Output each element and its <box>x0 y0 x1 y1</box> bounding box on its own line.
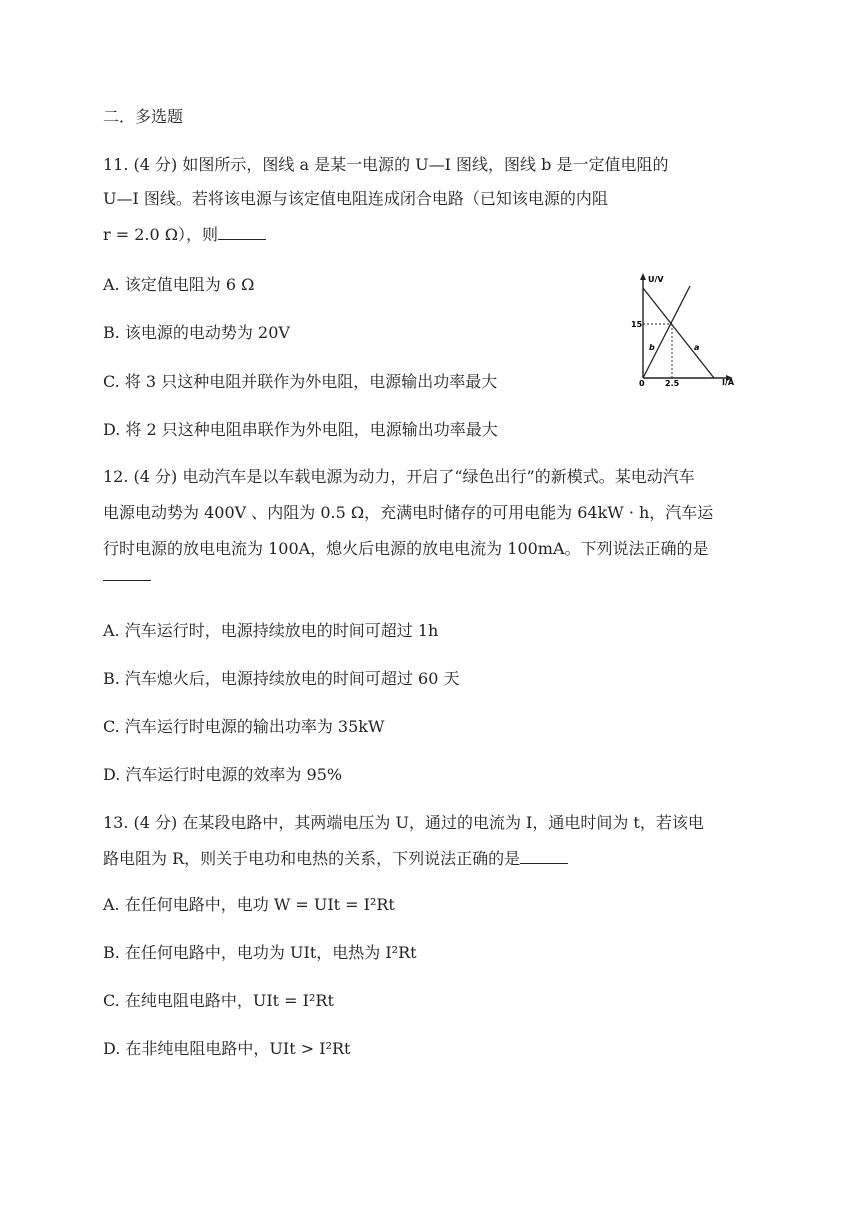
y-axis-label: U/V <box>648 275 664 284</box>
line-a-label: a <box>694 343 700 352</box>
y-axis-arrow-icon <box>640 273 646 280</box>
q11-stem-line-1: 11. (4 分) 如图所示，图线 a 是某一电源的 U—I 图线，图线 b 是一定值电阻的 <box>103 155 669 174</box>
answer-blank <box>103 566 151 585</box>
q13-option-b: B. 在任何电路中，电功为 UIt，电热为 I²Rt <box>103 943 417 962</box>
q11-stem-line-2: U—I 图线。若将该电源与该定值电阻连成闭合电路（已知该电源的内阻 <box>103 189 608 208</box>
q13-option-a: A. 在任何电路中，电功 W = UIt = I²Rt <box>103 895 395 914</box>
q12-stem-line-1: 12. (4 分) 电动汽车是以车载电源为动力，开启了“绿色出行”的新模式。某电动汽车 <box>103 467 695 486</box>
q12-option-b: B. 汽车熄火后，电源持续放电的时间可超过 60 天 <box>103 669 460 688</box>
q11-option-c: C. 将 3 只这种电阻并联作为外电阻，电源输出功率最大 <box>103 372 498 391</box>
line-b-label: b <box>649 343 655 352</box>
x-tick-label: 2.5 <box>665 379 680 388</box>
q11-option-d: D. 将 2 只这种电阻串联作为外电阻，电源输出功率最大 <box>103 420 498 439</box>
q12-option-c: C. 汽车运行时电源的输出功率为 35kW <box>103 717 385 736</box>
section-heading: 二．多选题 <box>103 107 184 126</box>
q11-stem-text: r = 2.0 Ω），则 <box>103 225 219 244</box>
q13-stem-text: 路电阻为 R，则关于电功和电热的关系，下列说法正确的是 <box>103 849 521 868</box>
y-tick-label: 15 <box>631 320 643 329</box>
q11-option-a: A. 该定值电阻为 6 Ω <box>103 275 255 294</box>
q11-option-b: B. 该电源的电动势为 20V <box>103 323 290 342</box>
x-axis-label: I/A <box>722 378 735 387</box>
q13-option-d: D. 在非纯电阻电路中，UIt > I²Rt <box>103 1039 351 1058</box>
answer-blank <box>218 225 266 240</box>
q12-stem-line-3: 行时电源的放电电流为 100A，熄火后电源的放电电流为 100mA。下列说法正确的是 <box>103 539 709 558</box>
q12-option-d: D. 汽车运行时电源的效率为 95% <box>103 765 343 784</box>
line-b <box>643 286 690 378</box>
q11-stem-line-3 <box>103 222 266 245</box>
q12-stem-line-2: 电源电动势为 400V 、内阻为 0.5 Ω，充满电时储存的可用电能为 64kW · h，汽车运 <box>103 503 714 522</box>
q13-stem-line-2 <box>103 846 568 869</box>
origin-label: 0 <box>639 379 645 388</box>
q13-stem-line-1: 13. (4 分) 在某段电路中，其两端电压为 U，通过的电流为 I，通电时间为 t，若该电 <box>103 813 704 832</box>
q12-option-a: A. 汽车运行时，电源持续放电的时间可超过 1h <box>103 621 439 640</box>
answer-blank <box>520 849 568 864</box>
q13-option-c: C. 在纯电阻电路中，UIt = I²Rt <box>103 991 334 1010</box>
ui-graph-figure <box>626 272 744 390</box>
line-a <box>643 288 714 378</box>
